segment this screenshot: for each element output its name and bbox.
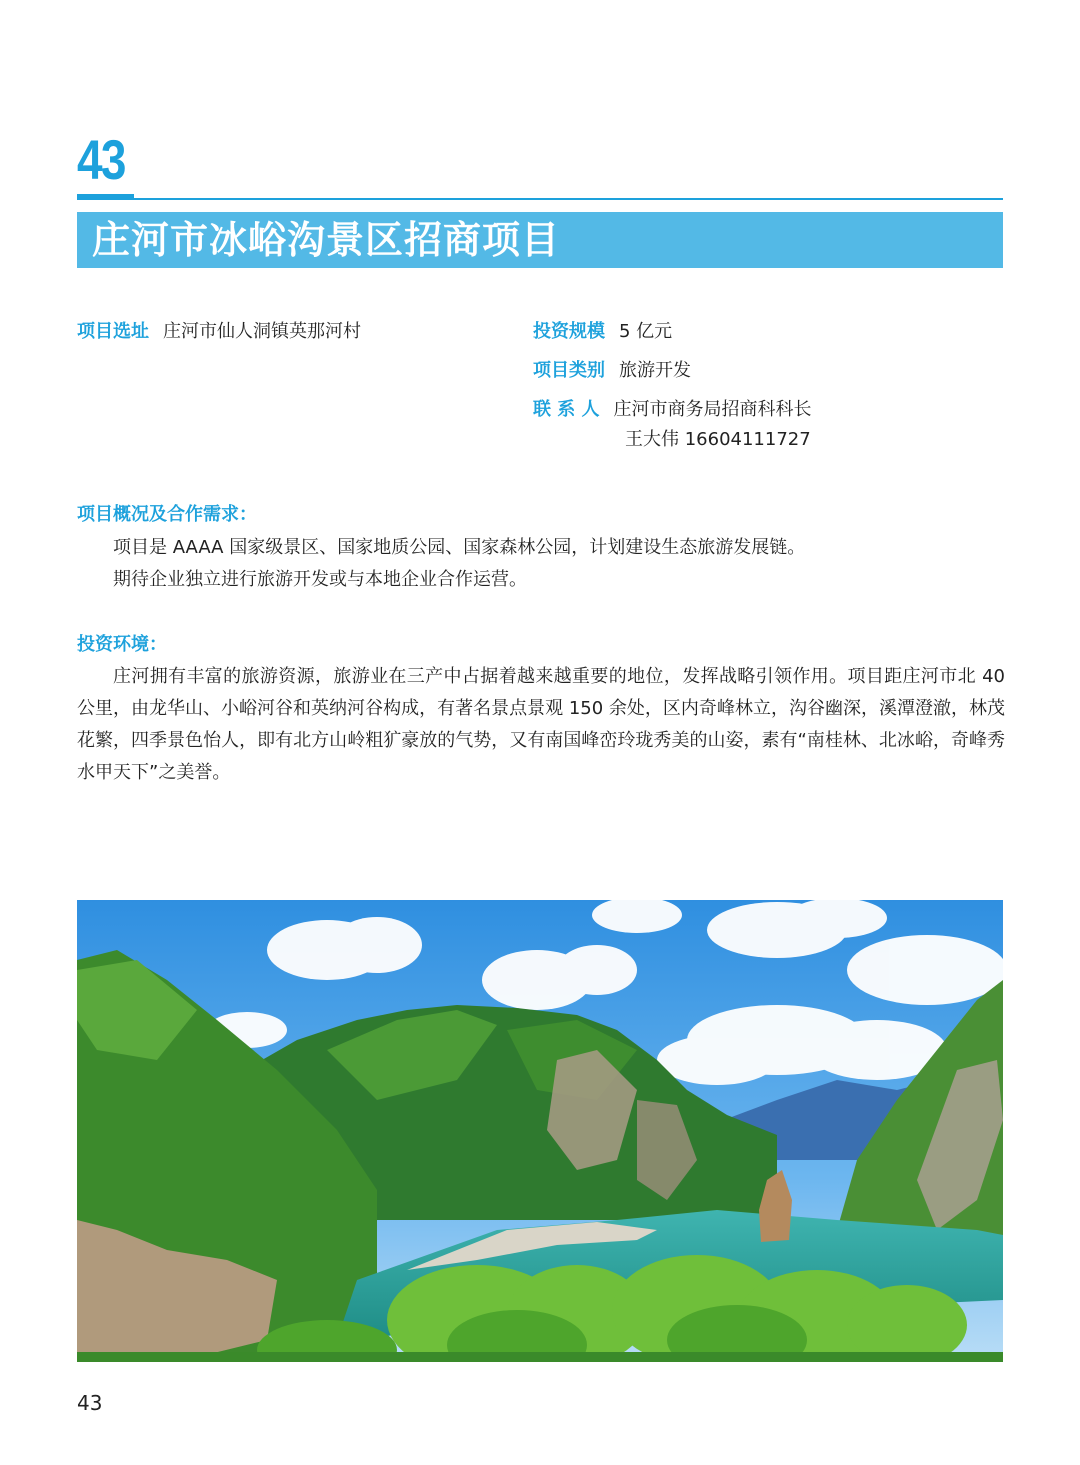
scenic-photo <box>77 900 1003 1362</box>
environment-paragraph <box>77 661 1005 789</box>
info-contact <box>533 398 812 422</box>
title-bar <box>77 212 1003 268</box>
category-label: 项目类别 <box>533 360 605 381</box>
project-number-underline <box>77 194 134 200</box>
location-label: 项目选址 <box>77 321 149 342</box>
location-value: 庄河市仙人洞镇英那河村 <box>163 321 361 342</box>
overview-heading: 项目概况及合作需求： <box>77 504 257 525</box>
environment-text: 庄河拥有丰富的旅游资源，旅游业在三产中占据着越来越重要的地位，发挥战略引领作用。项目距庄河市北 40 公里，由龙华山、小峪河谷和英纳河谷构成，有著名景点景观 150 余处，区内奇峰林立，沟谷幽深，溪潭澄澈，林茂花繁，四季景色怡人，即有北方山岭粗犷豪放的气势，又有南国峰峦玲珑秀美的山姿，素有“南桂林、北冰峪，奇峰秀水甲天下”之美誉。 <box>77 666 1005 783</box>
page-title: 庄河市冰峪沟景区招商项目 <box>92 218 561 262</box>
overview-line: 项目是 AAAA 国家级景区、国家地质公园、国家森林公园，计划建设生态旅游发展链。 <box>113 537 806 558</box>
overview-paragraph <box>77 532 1005 596</box>
contact-value: 庄河市商务局招商科科长 <box>613 399 812 420</box>
contact-label: 联 系 人 <box>533 399 600 420</box>
info-scale <box>533 320 672 344</box>
overview-line: 期待企业独立进行旅游开发或与本地企业合作运营。 <box>113 569 527 590</box>
scale-label: 投资规模 <box>533 321 605 342</box>
info-location <box>77 320 361 344</box>
environment-heading: 投资环境： <box>77 634 167 655</box>
contact-name-phone: 王大伟 16604111727 <box>625 429 811 450</box>
scale-value: 5 亿元 <box>619 321 673 342</box>
header-rule <box>134 198 1003 200</box>
info-category <box>533 359 691 383</box>
category-value: 旅游开发 <box>619 360 691 381</box>
page-number: 43 <box>77 1391 103 1415</box>
project-number: 43 <box>77 128 125 191</box>
